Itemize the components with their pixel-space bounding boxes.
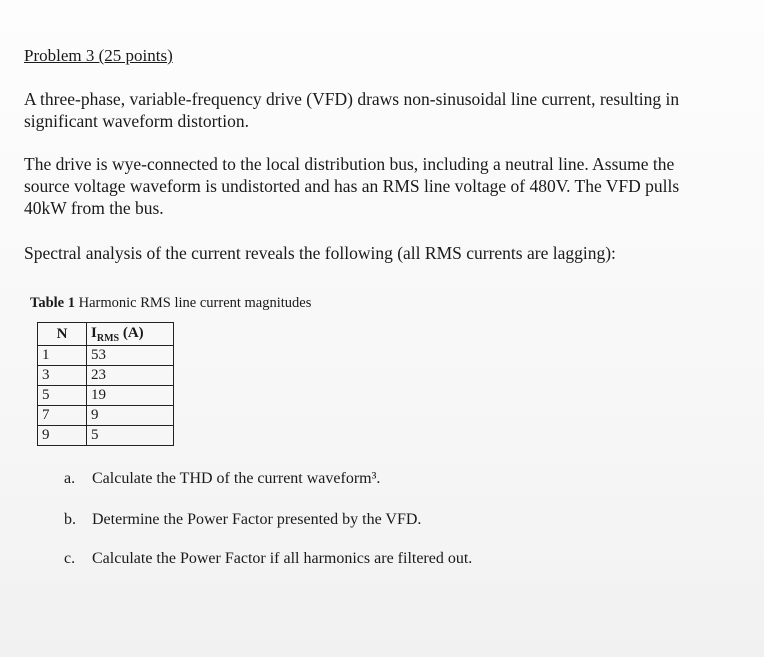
question-label: b. xyxy=(64,511,76,528)
cell-n: 5 xyxy=(38,386,87,406)
intro-paragraph: A three-phase, variable-frequency drive (VFD) draws non-sinusoidal line current, resulting in significant waveform distortion. xyxy=(24,89,680,131)
question-text: Calculate the Power Factor if all harmonics are filtered out. xyxy=(92,550,473,567)
table-row xyxy=(38,406,174,426)
cell-n: 1 xyxy=(38,346,87,366)
question-label: a. xyxy=(64,470,76,487)
cell-n: 3 xyxy=(38,366,87,386)
setup-paragraph: The drive is wye-connected to the local distribution bus, including a neutral line. Assume the source voltage waveform is undistorted and has an RMS line voltage of 480V. The VFD pulls 40kW from the bus. xyxy=(24,154,680,218)
table-row xyxy=(38,426,174,446)
question-a xyxy=(64,470,380,488)
cell-n: 7 xyxy=(38,406,87,426)
question-label: c. xyxy=(64,550,76,567)
header-i-unit: (A) xyxy=(119,324,144,341)
header-i: I xyxy=(91,324,97,341)
cell-n: 9 xyxy=(38,426,87,446)
table-caption xyxy=(30,295,311,312)
question-text: Calculate the THD of the current waveform³. xyxy=(92,470,381,487)
cell-i: 9 xyxy=(87,406,174,426)
harmonic-table xyxy=(37,322,174,446)
header-n: N xyxy=(38,323,87,346)
cell-i: 53 xyxy=(87,346,174,366)
analysis-paragraph: Spectral analysis of the current reveals the following (all RMS currents are lagging): xyxy=(24,243,616,263)
cell-i: 19 xyxy=(87,386,174,406)
question-c xyxy=(64,550,472,568)
cell-i: 5 xyxy=(87,426,174,446)
question-text: Determine the Power Factor presented by the VFD. xyxy=(92,511,422,528)
table-caption-label: Table 1 xyxy=(30,295,75,311)
table-caption-text: Harmonic RMS line current magnitudes xyxy=(78,295,312,311)
problem-heading: Problem 3 (25 points) xyxy=(24,46,173,65)
question-b xyxy=(64,511,421,529)
header-i-sub: RMS xyxy=(96,332,120,344)
table-row xyxy=(38,346,174,366)
header-irms xyxy=(87,323,174,346)
table-header-row xyxy=(38,323,174,346)
table-row xyxy=(38,386,174,406)
cell-i: 23 xyxy=(87,366,174,386)
table-row xyxy=(38,366,174,386)
